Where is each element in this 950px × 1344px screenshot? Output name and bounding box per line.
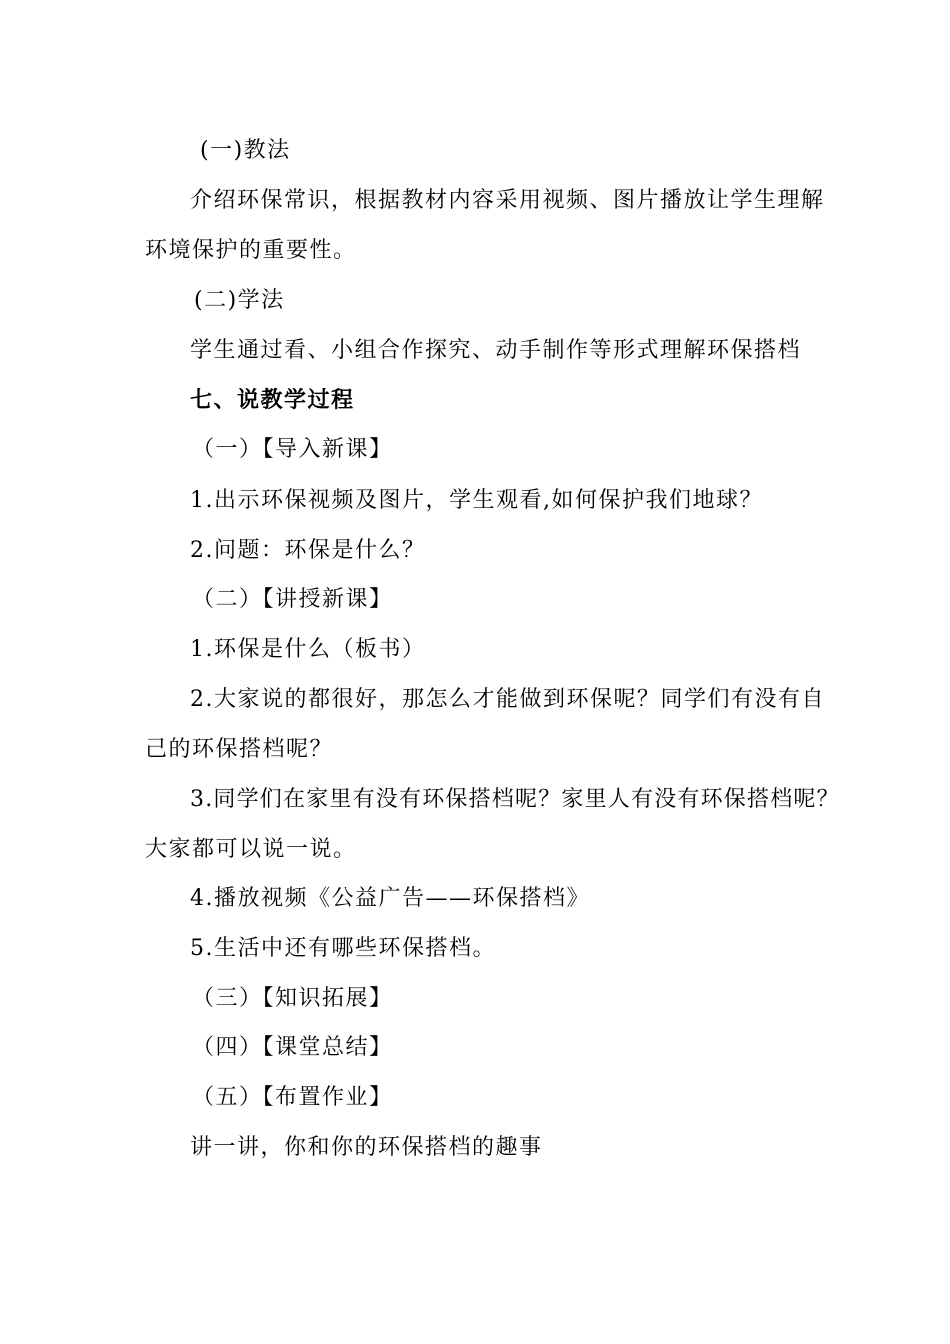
paragraph-line: 介绍环保常识，根据教材内容采用视频、图片播放让学生理解: [190, 188, 825, 213]
subheading-homework: （五）【布置作业】: [192, 1085, 393, 1110]
list-item: 1.出示环保视频及图片，学生观看,如何保护我们地球？: [190, 488, 763, 513]
list-item: 1.环保是什么（板书）: [190, 637, 426, 662]
subheading-summary: （四）【课堂总结】: [192, 1035, 393, 1060]
section-heading: 七、说教学过程: [190, 387, 355, 413]
paragraph-line: 环境保护的重要性。: [145, 238, 357, 263]
subheading-intro: （一）【导入新课】: [192, 437, 393, 462]
list-item-continuation: 大家都可以说一说。: [145, 837, 357, 862]
list-item: 4.播放视频《公益广告——环保搭档》: [190, 886, 590, 911]
subheading-new-lesson: （二）【讲授新课】: [192, 587, 393, 612]
list-item: 2.问题：环保是什么？: [190, 538, 426, 563]
subheading-extension: （三）【知识拓展】: [192, 986, 393, 1011]
subheading-learning-method: (二)学法: [194, 288, 285, 313]
list-item: 5.生活中还有哪些环保搭档。: [190, 936, 496, 961]
subheading-teaching-method: (一)教法: [200, 138, 291, 163]
paragraph-line: 学生通过看、小组合作探究、动手制作等形式理解环保搭档: [190, 338, 802, 363]
list-item-continuation: 己的环保搭档呢？: [145, 737, 334, 762]
list-item: 3.同学们在家里有没有环保搭档呢？家里人有没有环保搭档呢？: [190, 787, 840, 812]
list-item: 2.大家说的都很好，那怎么才能做到环保呢？同学们有没有自: [190, 687, 825, 712]
paragraph-line: 讲一讲，你和你的环保搭档的趣事: [190, 1135, 543, 1160]
